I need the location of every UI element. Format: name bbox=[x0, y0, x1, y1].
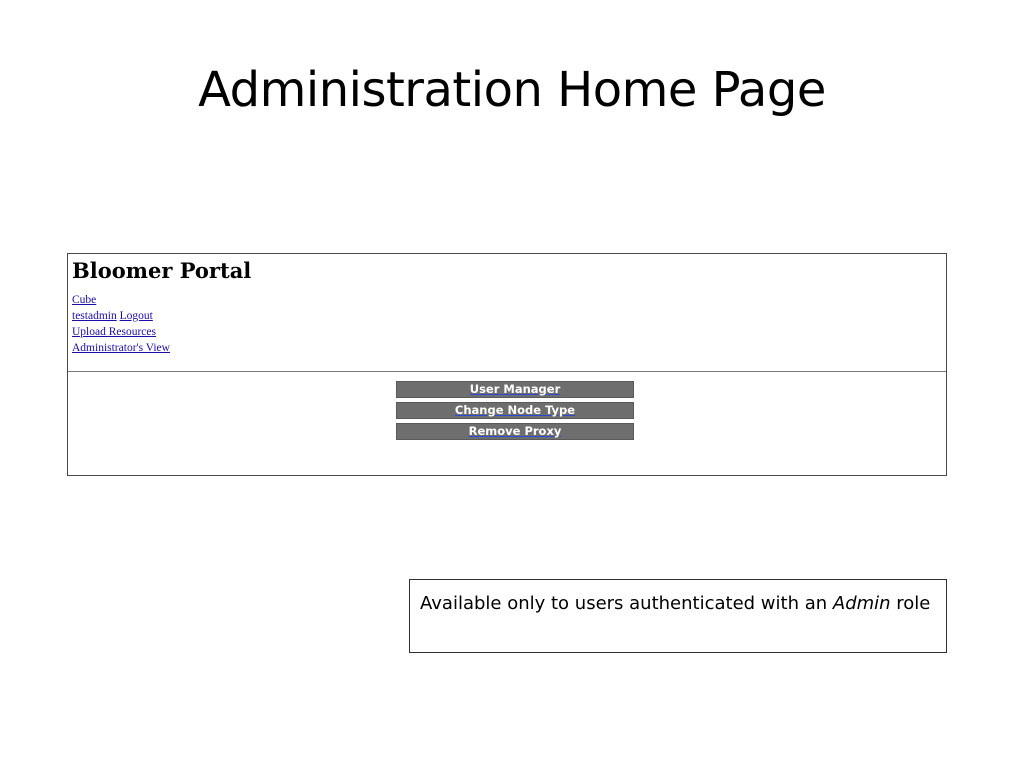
callout-emphasis: Admin bbox=[832, 593, 891, 614]
upload-resources-link[interactable]: Upload Resources bbox=[72, 326, 156, 338]
administrators-view-link[interactable]: Administrator's View bbox=[72, 342, 170, 354]
slide-title: Administration Home Page bbox=[198, 62, 826, 118]
nav-row-cube bbox=[72, 292, 942, 308]
callout-text-before: Available only to users authenticated with an bbox=[420, 593, 833, 614]
nav-row-user bbox=[72, 308, 942, 324]
portal-header bbox=[68, 254, 946, 356]
remove-proxy-button[interactable] bbox=[396, 423, 634, 440]
nav-row-upload bbox=[72, 324, 942, 340]
header-divider bbox=[68, 371, 946, 372]
cube-link[interactable]: Cube bbox=[72, 294, 97, 306]
portal-screenshot bbox=[67, 253, 947, 476]
change-node-type-label: Change Node Type bbox=[454, 403, 576, 417]
nav-row-admin-view bbox=[72, 340, 942, 356]
logout-link[interactable]: Logout bbox=[119, 310, 153, 322]
change-node-type-button[interactable] bbox=[396, 402, 634, 419]
user-manager-button[interactable] bbox=[396, 381, 634, 398]
user-manager-label: User Manager bbox=[469, 382, 561, 396]
callout-text-after: role bbox=[890, 593, 931, 614]
remove-proxy-label: Remove Proxy bbox=[468, 424, 562, 438]
admin-button-group bbox=[396, 381, 634, 444]
username-link[interactable]: testadmin bbox=[72, 310, 117, 322]
portal-nav-links bbox=[72, 292, 942, 356]
admin-role-callout bbox=[409, 579, 947, 653]
portal-title: Bloomer Portal bbox=[72, 258, 252, 283]
